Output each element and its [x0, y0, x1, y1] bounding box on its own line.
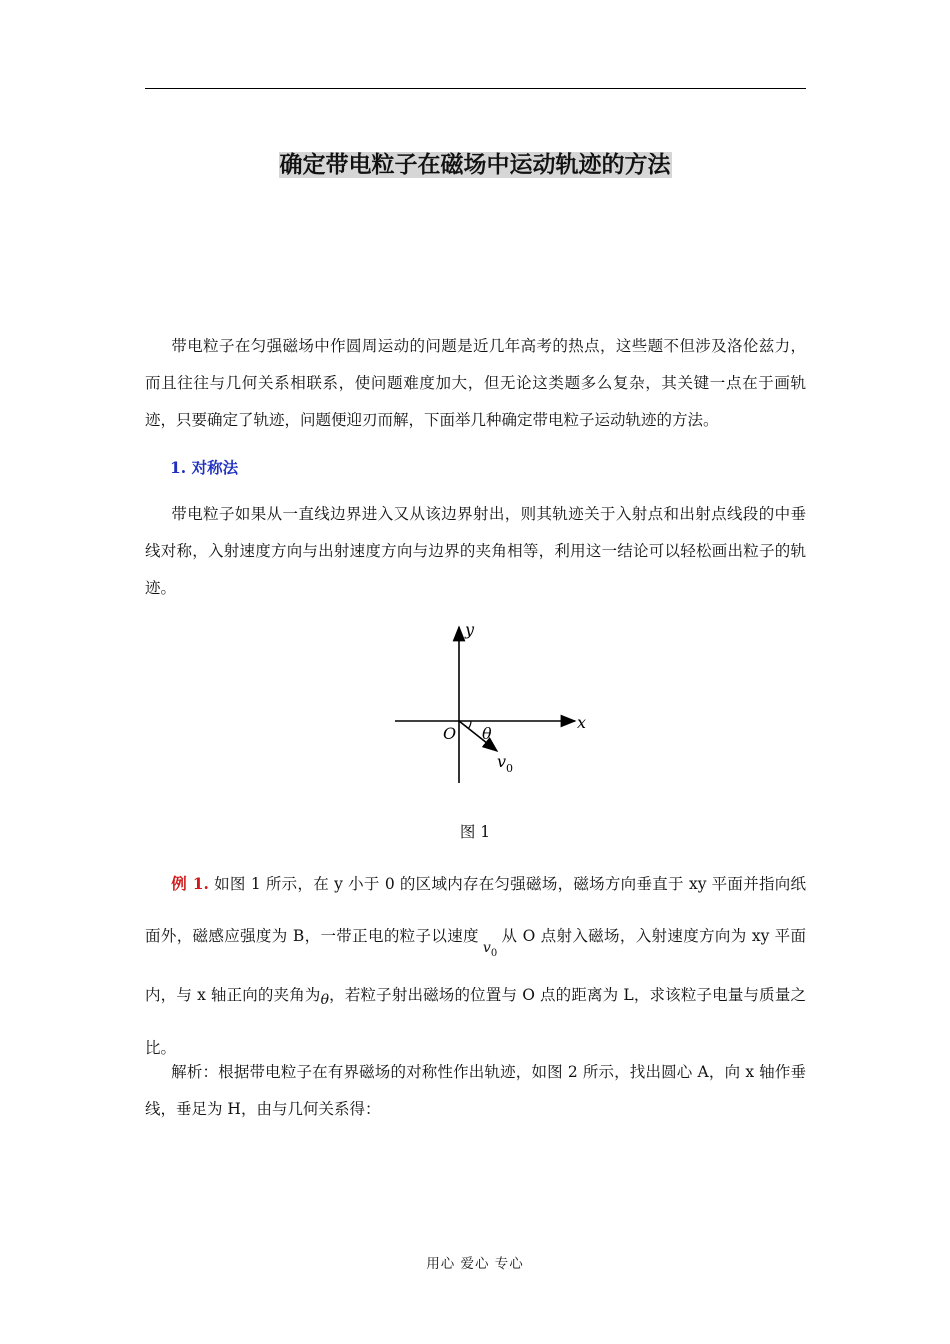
theta-label: θ — [482, 724, 492, 743]
analysis-paragraph — [145, 1054, 806, 1128]
analysis-text: 解析：根据带电粒子在有界磁场的对称性作出轨迹，如图 2 所示，找出圆心 A，向 x 轴作垂线，垂足为 H，由与几何关系得： — [145, 1063, 806, 1118]
origin-label: O — [443, 724, 457, 743]
intro-text: 带电粒子在匀强磁场中作圆周运动的问题是近几年高考的热点，这些题不但涉及洛伦兹力，而且往往与几何关系相联系，使问题难度加大，但无论这类题多么复杂，其关键一点在于画轨迹，只要确定了轨迹，问题便迎刃而解，下面举几种确定带电粒子运动轨迹的方法。 — [145, 337, 806, 429]
velocity-label-sub: 0 — [506, 762, 514, 775]
figure-1-diagram — [385, 615, 595, 795]
example-1-text-c: ，若粒子射出磁场的位置与 O 点的距离为 L，求该粒子电量与质量之比。 — [145, 985, 806, 1057]
section1-paragraph — [145, 496, 806, 607]
intro-paragraph — [145, 328, 806, 439]
title-text: 确定带电粒子在磁场中运动轨迹的方法 — [279, 152, 671, 178]
section-heading-symmetry: 1. 对称法 — [170, 458, 239, 477]
angle-arc — [468, 721, 471, 728]
page-footer: 用心 爱心 专心 — [426, 1256, 524, 1272]
figure-1-caption: 图 1 — [459, 823, 491, 841]
velocity-label-main: v — [497, 752, 507, 771]
example-1-text-a: 如图 1 所示，在 y 小于 0 的区域内存在匀强磁场，磁场方向垂直于 xy 平面并指向纸面外，磁感应强度为 B，一带正电的粒子以速度 — [145, 875, 806, 945]
theta-symbol: θ — [320, 991, 329, 1008]
velocity-label — [497, 752, 513, 775]
velocity-symbol-sub: 0 — [490, 947, 498, 959]
section1-text: 带电粒子如果从一直线边界进入又从该边界射出，则其轨迹关于入射点和出射点线段的中垂线对称，入射速度方向与出射速度方向与边界的夹角相等，利用这一结论可以轻松画出粒子的轨迹。 — [145, 505, 806, 597]
document-title — [0, 146, 950, 179]
velocity-symbol — [482, 940, 498, 959]
velocity-symbol-main: v — [482, 940, 491, 956]
example-1-paragraph — [145, 858, 806, 1074]
example-1-label: 例 1. — [171, 874, 209, 893]
header-rule — [145, 88, 806, 89]
y-axis-label: y — [465, 620, 475, 639]
x-axis-label: x — [577, 713, 587, 732]
example-1-text-b: 从 O 点射入磁场，入射速度方向为 xy 平面内，与 x 轴正向的夹角为 — [145, 927, 806, 1004]
